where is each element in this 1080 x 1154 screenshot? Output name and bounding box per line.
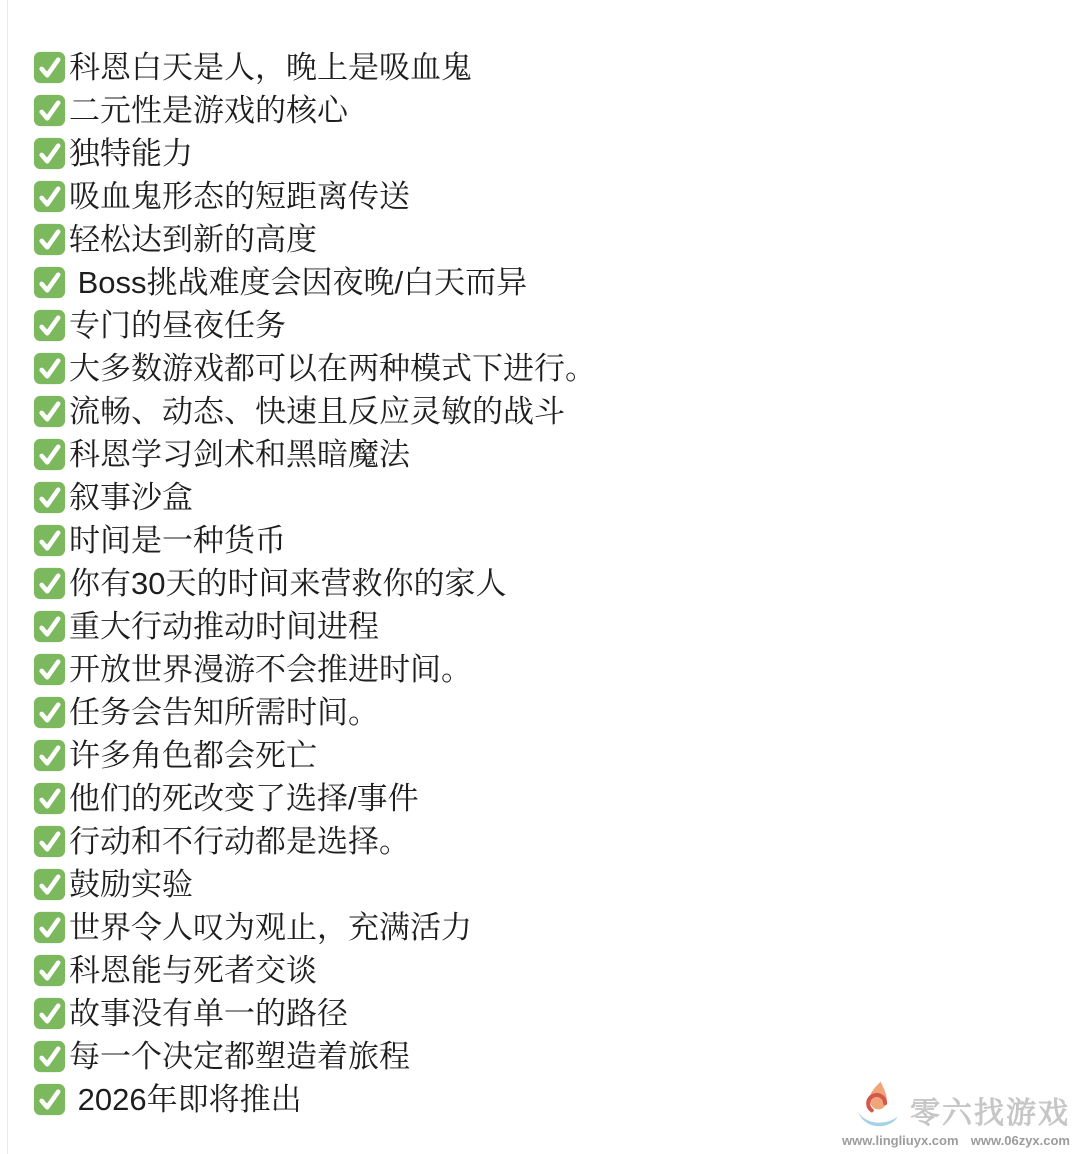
checklist-item (33, 820, 596, 863)
checklist-item-text: 许多角色都会死亡 (69, 738, 317, 773)
check-mark-icon (33, 911, 66, 944)
watermark-url-right: www.06zyx.com (970, 1133, 1070, 1148)
checklist-item-text: 时间是一种货币 (69, 523, 286, 558)
check-mark-icon (33, 395, 66, 428)
check-mark-icon (33, 997, 66, 1030)
watermark-url-left: www.lingliuyx.com (842, 1133, 959, 1148)
checklist-item-text: 二元性是游戏的核心 (69, 93, 348, 128)
checklist-item (33, 390, 596, 433)
check-mark-icon (33, 481, 66, 514)
watermark-logo-icon (849, 1080, 907, 1130)
checklist-item (33, 648, 596, 691)
check-mark-icon (33, 51, 66, 84)
checklist-item (33, 863, 596, 906)
checklist-item-text: 开放世界漫游不会推进时间。 (69, 652, 472, 687)
checklist-item-text: 2026年即将推出 (69, 1082, 302, 1117)
checklist-item-text: 轻松达到新的高度 (69, 222, 317, 257)
checklist-item-text: 大多数游戏都可以在两种模式下进行。 (69, 351, 596, 386)
check-mark-icon (33, 1040, 66, 1073)
checklist-item (33, 562, 596, 605)
check-mark-icon (33, 94, 66, 127)
checklist-item (33, 1035, 596, 1078)
check-mark-icon (33, 610, 66, 643)
check-mark-icon (33, 739, 66, 772)
check-mark-icon (33, 782, 66, 815)
checklist-item (33, 605, 596, 648)
site-watermark (842, 1080, 1070, 1148)
check-mark-icon (33, 696, 66, 729)
watermark-brand-text: 零六找游戏 (910, 1097, 1070, 1130)
checklist-item-text: 科恩能与死者交谈 (69, 953, 317, 988)
check-mark-icon (33, 137, 66, 170)
checklist-item-text: 鼓励实验 (69, 867, 193, 902)
checklist-item (33, 175, 596, 218)
checklist-item (33, 261, 596, 304)
checklist-item (33, 89, 596, 132)
check-mark-icon (33, 180, 66, 213)
checklist-item-text: 科恩白天是人，晚上是吸血鬼 (69, 50, 472, 85)
check-mark-icon (33, 309, 66, 342)
page-left-border (7, 0, 8, 1154)
checklist-item (33, 132, 596, 175)
checklist-item-text: 专门的昼夜任务 (69, 308, 286, 343)
checklist-item (33, 949, 596, 992)
checklist-item (33, 734, 596, 777)
check-mark-icon (33, 567, 66, 600)
checklist-item-text: 重大行动推动时间进程 (69, 609, 379, 644)
check-mark-icon (33, 266, 66, 299)
watermark-logo-row (842, 1080, 1070, 1130)
checklist-item (33, 304, 596, 347)
check-mark-icon (33, 524, 66, 557)
checklist-item-text: 科恩学习剑术和黑暗魔法 (69, 437, 410, 472)
check-mark-icon (33, 868, 66, 901)
checklist-item-text: Boss挑战难度会因夜晚/白天而异 (69, 265, 528, 300)
checklist-item-text: 独特能力 (69, 136, 193, 171)
checklist-item (33, 476, 596, 519)
checklist-item-text: 行动和不行动都是选择。 (69, 824, 410, 859)
checklist-item (33, 992, 596, 1035)
checklist-item-text: 流畅、动态、快速且反应灵敏的战斗 (69, 394, 565, 429)
check-mark-icon (33, 825, 66, 858)
check-mark-icon (33, 1083, 66, 1116)
checklist-item-text: 他们的死改变了选择/事件 (69, 781, 419, 816)
checklist-item-text: 吸血鬼形态的短距离传送 (69, 179, 410, 214)
check-mark-icon (33, 653, 66, 686)
checklist-item (33, 46, 596, 89)
checklist-item-text: 你有30天的时间来营救你的家人 (69, 566, 507, 601)
checklist-item (33, 691, 596, 734)
check-mark-icon (33, 223, 66, 256)
checklist-item-text: 世界令人叹为观止，充满活力 (69, 910, 472, 945)
check-mark-icon (33, 954, 66, 987)
check-mark-icon (33, 438, 66, 471)
checklist-item-text: 任务会告知所需时间。 (69, 695, 379, 730)
checklist-item-text: 叙事沙盒 (69, 480, 193, 515)
check-mark-icon (33, 352, 66, 385)
checklist-item (33, 1078, 596, 1121)
checklist-item (33, 906, 596, 949)
checklist-item (33, 433, 596, 476)
checklist-item (33, 777, 596, 820)
watermark-urls (842, 1133, 1070, 1148)
checklist-item-text: 每一个决定都塑造着旅程 (69, 1039, 410, 1074)
checklist-item-text: 故事没有单一的路径 (69, 996, 348, 1031)
checklist-item (33, 347, 596, 390)
feature-checklist (33, 46, 596, 1121)
checklist-item (33, 218, 596, 261)
checklist-item (33, 519, 596, 562)
